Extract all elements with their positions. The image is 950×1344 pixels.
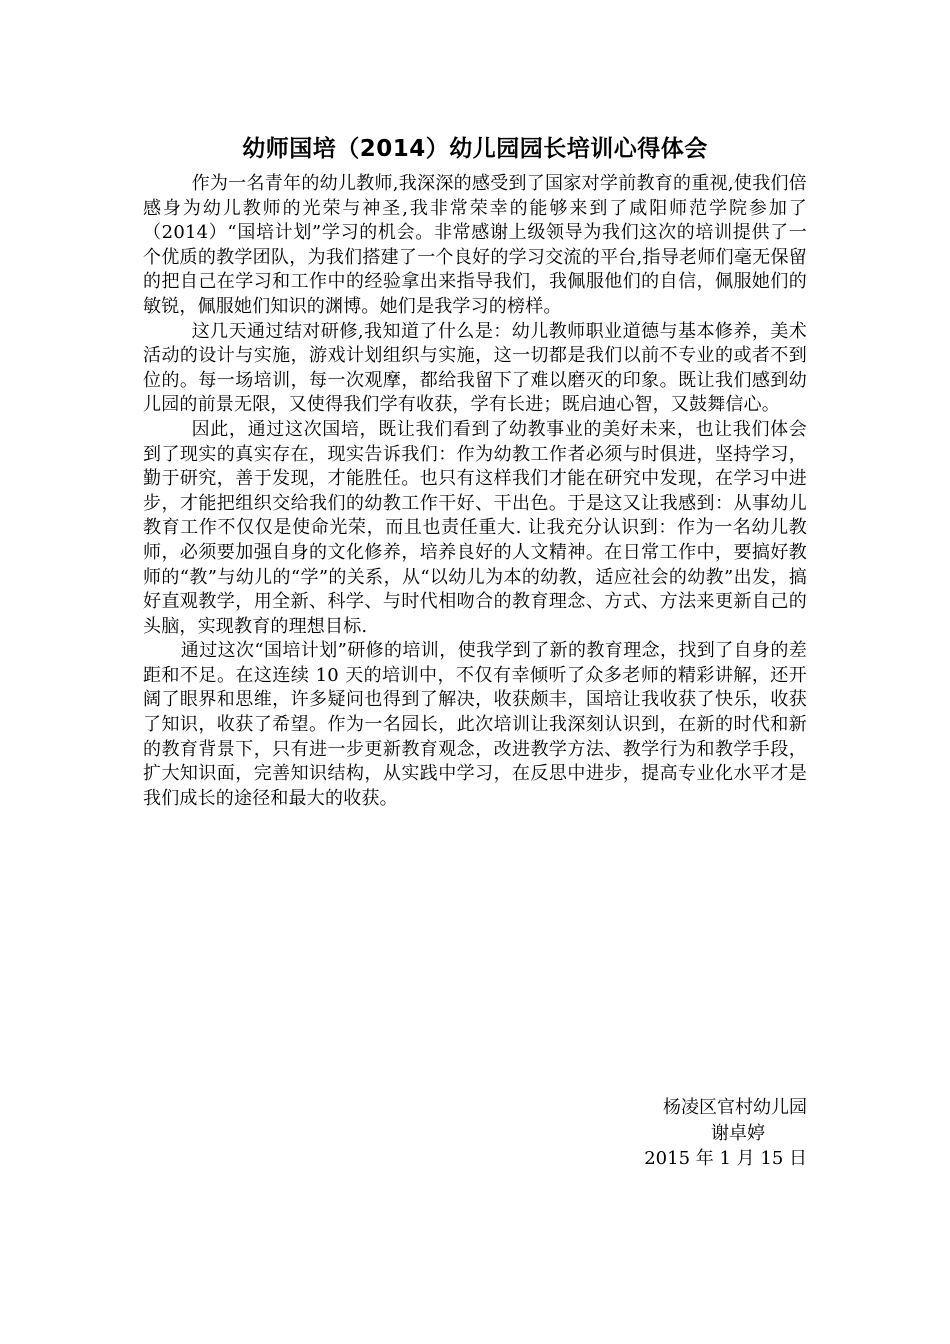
paragraph-4: 通过这次“国培计划”研修的培训，使我学到了新的教育理念，找到了自身的差距和不足。在这连续 10 天的培训中，不仅有幸倾听了众多老师的精彩讲解，还开阔了眼界和思维，许多疑问也得到了解决，收获颇丰，国培让我收获了快乐，收获了知识，收获了希望。作为一名园长，此次培训让我深刻认识到，在新的时代和新的教育背景下，只有进一步更新教育观念，改进教学方法、教学行为和教学手段，扩大知识面，完善知识结构，从实践中学习，在反思中进步，提高专业化水平才是我们成长的途径和最大的收获。 bbox=[143, 640, 807, 809]
signature-block bbox=[500, 1095, 807, 1172]
signature-author: 谢卓婷 bbox=[711, 1122, 765, 1144]
paragraph-3: 因此，通过这次国培，既让我们看到了幼教事业的美好未来，也让我们体会到了现实的真实存在，现实告诉我们：作为幼教工作者必须与时俱进，坚持学习，勤于研究，善于发现，才能胜任。也只有这样我们才能在研究中发现，在学习中进步，才能把组织交给我们的幼教工作干好、干出色。于是这又让我感到：从事幼儿教育工作不仅仅是使命光荣，而且也责任重大. 让我充分认识到：作为一名幼儿教师，必须要加强自身的文化修养，培养良好的人文精神。在日常工作中，要搞好教师的“教”与幼儿的“学”的关系，从“以幼儿为本的幼教，适应社会的幼教”出发，搞好直观教学，用全新、科学、与时代相吻合的教育理念、方式、方法来更新自己的头脑，实现教育的理想目标. bbox=[143, 418, 807, 637]
document-body bbox=[143, 172, 807, 811]
signature-organization: 杨凌区官村幼儿园 bbox=[663, 1097, 807, 1118]
signature-date: 2015 年 1 月 15 日 bbox=[644, 1148, 807, 1169]
paragraph-1: 作为一名青年的幼儿教师,我深深的感受到了国家对学前教育的重视,使我们倍感身为幼儿教师的光荣与神圣,我非常荣幸的能够来到了咸阳师范学院参加了（2014）“国培计划”学习的机会。非常感谢上级领导为我们这次的培训提供了一个优质的教学团队，为我们搭建了一个良好的学习交流的平台,指导老师们毫无保留的把自己在学习和工作中的经验拿出来指导我们，我佩服他们的自信，佩服她们的敏锐，佩服她们知识的渊博。她们是我学习的榜样。 bbox=[143, 173, 807, 317]
paragraph-2: 这几天通过结对研修,我知道了什么是：幼儿教师职业道德与基本修养，美术活动的设计与实施，游戏计划组织与实施，这一切都是我们以前不专业的或者不到位的。每一场培训，每一次观摩，都给我留下了难以磨灭的印象。既让我们感到幼儿园的前景无限，又使得我们学有收获，学有长进；既启迪心智，又鼓舞信心。 bbox=[143, 320, 807, 416]
document-title: 幼师国培（2014）幼儿园园长培训心得体会 bbox=[242, 136, 708, 162]
